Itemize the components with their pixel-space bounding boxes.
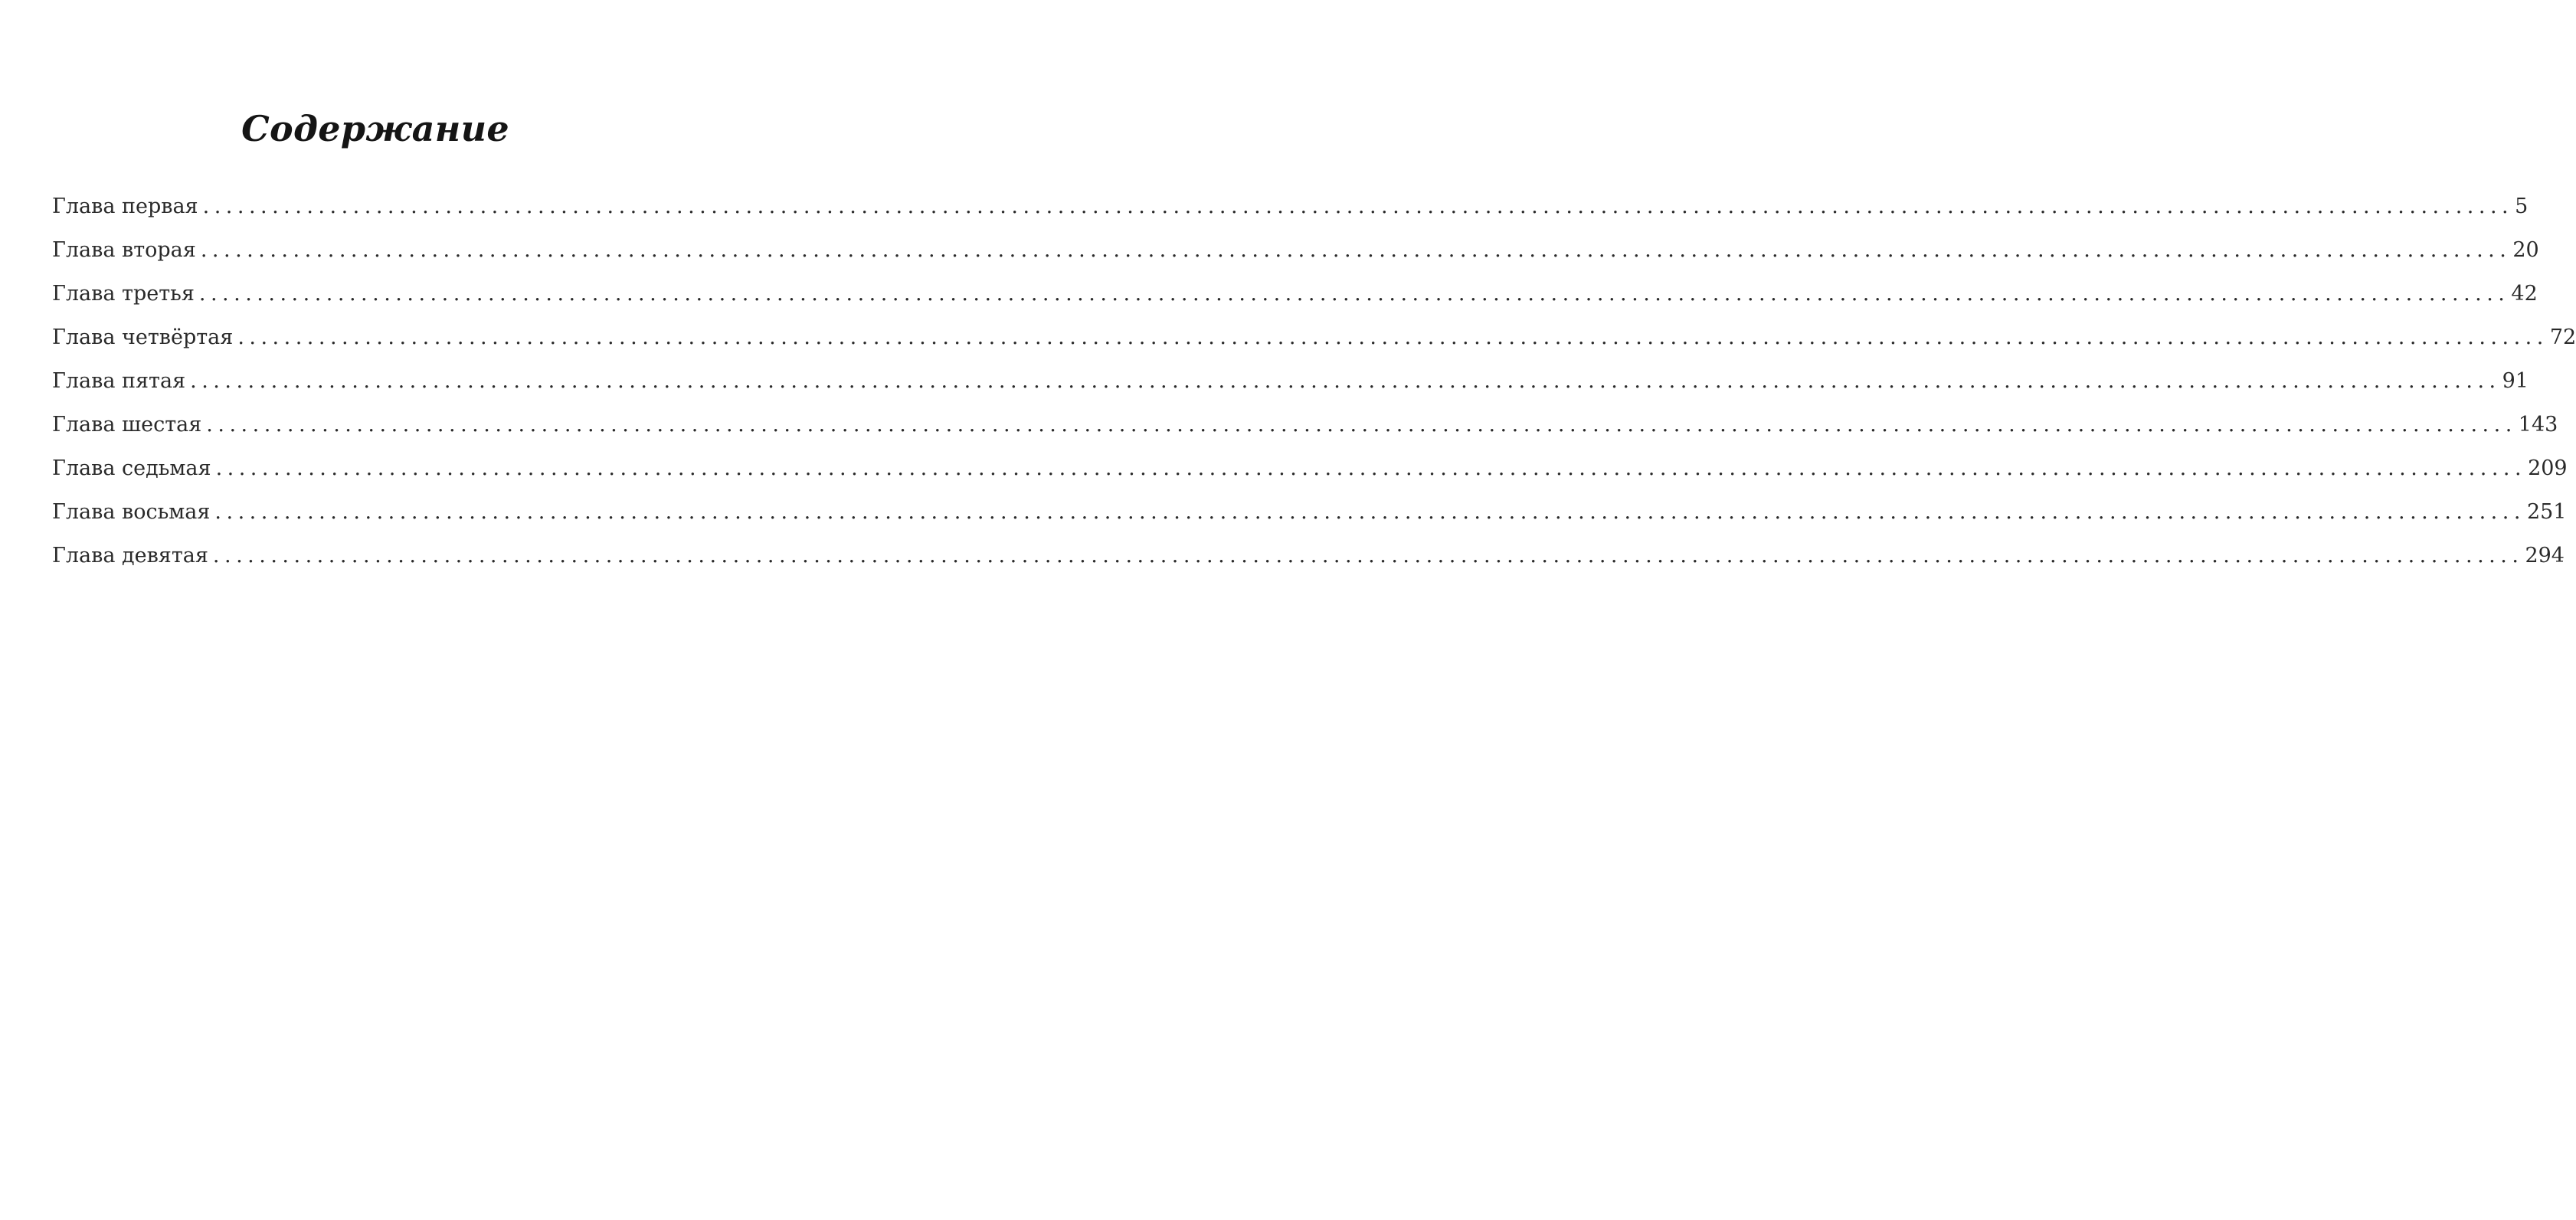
toc-entry-page: 251	[2526, 500, 2567, 524]
toc-entry-label: Глава четвёртая	[52, 325, 234, 349]
toc-entry-label: Глава восьмая	[52, 500, 211, 524]
toc-entry-page: 209	[2528, 456, 2568, 480]
toc-dot-leader: ........................................................................................................................................................................................................	[198, 282, 2510, 306]
toc-entry-label: Глава девятая	[52, 544, 208, 567]
toc-entry-page: 294	[2525, 544, 2565, 567]
toc-entry-page: 20	[2512, 238, 2539, 262]
toc-dot-leader: ........................................................................................................................................................................................................	[237, 325, 2548, 349]
toc-dot-leader: ........................................................................................................................................................................................................	[215, 456, 2527, 480]
toc-entry-page: 72	[2549, 325, 2576, 349]
toc-dot-leader: ........................................................................................................................................................................................................	[214, 500, 2525, 524]
toc-entry-label: Глава шестая	[52, 413, 202, 437]
toc-entry	[52, 492, 2567, 536]
toc-entry	[52, 187, 2529, 231]
toc-entry-label: Глава вторая	[52, 238, 196, 262]
table-of-contents	[52, 187, 2576, 580]
toc-entry	[52, 405, 2558, 449]
toc-entry	[52, 361, 2529, 405]
toc-entry-label: Глава пятая	[52, 369, 186, 393]
toc-dot-leader: ........................................................................................................................................................................................................	[200, 238, 2512, 262]
toc-entry	[52, 536, 2565, 580]
toc-entry-page: 143	[2518, 413, 2558, 437]
toc-entry	[52, 318, 2576, 361]
toc-dot-leader: ........................................................................................................................................................................................................	[212, 544, 2524, 567]
toc-entry-label: Глава третья	[52, 282, 195, 306]
toc-dot-leader: ........................................................................................................................................................................................................	[190, 369, 2501, 393]
toc-entry-label: Глава первая	[52, 195, 198, 218]
toc-dot-leader: ........................................................................................................................................................................................................	[202, 195, 2514, 218]
toc-entry-page: 42	[2511, 282, 2538, 306]
toc-entry	[52, 231, 2539, 274]
toc-entry-page: 91	[2502, 369, 2529, 393]
toc-entry	[52, 449, 2568, 492]
page-title: Содержание	[241, 108, 509, 149]
toc-entry-label: Глава седьмая	[52, 456, 211, 480]
toc-dot-leader: ........................................................................................................................................................................................................	[206, 413, 2517, 437]
toc-entry-page: 5	[2515, 195, 2529, 218]
toc-entry	[52, 274, 2538, 318]
